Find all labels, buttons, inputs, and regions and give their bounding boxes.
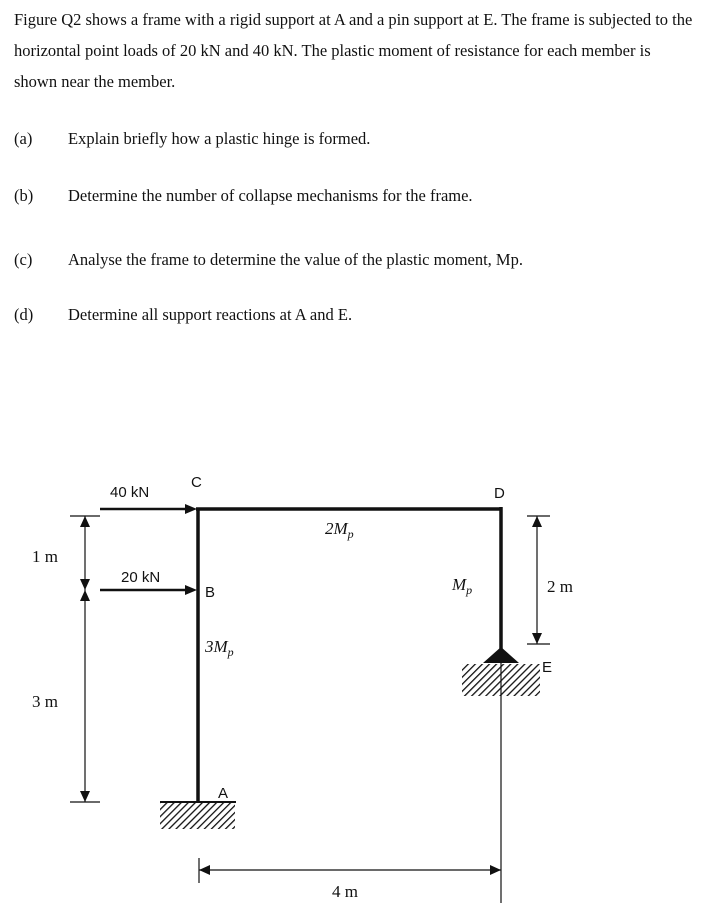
node-label-d: D <box>494 485 505 502</box>
question-text: Explain briefly how a plastic hinge is formed. <box>68 129 371 148</box>
dimension-1m <box>70 516 100 590</box>
question-number: (d) <box>14 305 34 324</box>
dimension-label-3m: 3 m <box>32 692 58 711</box>
question-number: (b) <box>14 186 34 205</box>
load-arrow-40kn <box>100 504 197 514</box>
question-a <box>14 129 370 149</box>
dimension-label-4m: 4 m <box>332 882 358 901</box>
member-label-3mp: $3M_p$ <box>205 637 234 659</box>
dimension-4m <box>199 662 501 903</box>
question-number: (c) <box>14 250 33 269</box>
question-text: Determine the number of collapse mechanisms for the frame. <box>68 186 473 205</box>
fixed-support-a <box>160 802 236 829</box>
figure-q2 <box>0 440 707 905</box>
question-text: Determine all support reactions at A and E. <box>68 305 353 324</box>
load-label-20kn: 20 kN <box>121 569 161 586</box>
load-arrow-20kn <box>100 585 197 595</box>
load-label-40kn: 40 kN <box>110 484 150 501</box>
question-b <box>14 186 473 206</box>
member-label-mp: $M_p$ <box>452 575 473 597</box>
question-d <box>14 305 352 325</box>
question-c <box>14 250 523 270</box>
node-label-c: C <box>191 474 202 491</box>
question-text: Analyse the frame to determine the value of the plastic moment, Mp. <box>68 250 523 269</box>
dimension-label-1m: 1 m <box>32 547 58 566</box>
dimension-label-2m: 2 m <box>547 577 573 596</box>
intro-paragraph: Figure Q2 shows a frame with a rigid support at A and a pin support at E. The frame is subjected to the horizontal point loads of 20 kN and 40 kN. The plastic moment of resistance for each member is shown near the member. <box>14 10 693 91</box>
node-label-b: B <box>205 584 216 601</box>
question-number: (a) <box>14 129 33 148</box>
node-label-a: A <box>218 785 229 802</box>
member-label-2mp: $2M_p$ <box>325 519 354 541</box>
node-label-e: E <box>542 659 553 676</box>
dimension-3m <box>70 590 100 802</box>
frame-diagram <box>0 440 707 905</box>
